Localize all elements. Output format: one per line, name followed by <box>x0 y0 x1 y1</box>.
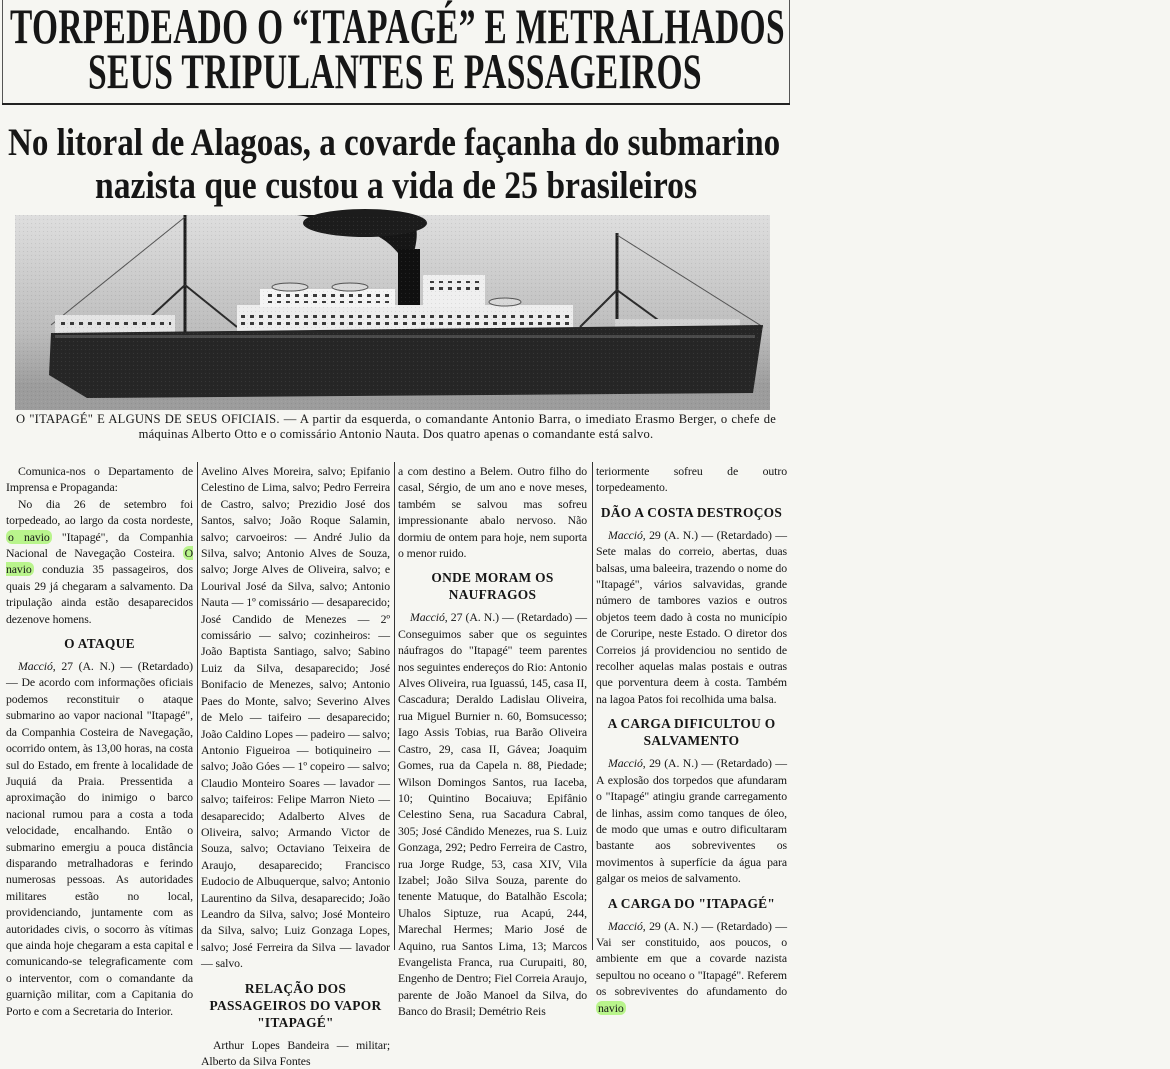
photo-grain <box>15 215 770 410</box>
column-4 <box>596 463 787 1015</box>
section-heading: DÃO A COSTA DESTROÇOS <box>600 504 783 520</box>
dateline-place: Macció <box>608 918 643 933</box>
subheadline-line-1: No litoral de Alagoas, a covarde façanha do submarino <box>8 121 781 164</box>
dateline-place: Macció <box>410 610 445 625</box>
section-heading: RELAÇÃO DOS PASSAGEIROS DO VAPOR "ITAPAGÉ" <box>209 980 382 1030</box>
column-rule <box>592 462 593 950</box>
paragraph <box>398 463 587 561</box>
paragraph <box>596 463 787 496</box>
section-heading: ONDE MORAM OS NAUFRAGOS <box>431 570 554 603</box>
text-run: , 29 (A. N.) — (Retardado) — Vai ser constituido, aos poucos, o ambiente em que a covarde nazista sepultou no oceano o "Itapagé". Referem os sobreviventes do afundamento do <box>596 918 787 999</box>
highlighted-text: navio <box>598 1000 624 1015</box>
section-heading: A CARGA DO "ITAPAGÉ" <box>607 895 776 911</box>
column-2 <box>201 463 390 1068</box>
paragraph <box>6 658 193 1019</box>
text-run: Arthur Lopes Bandeira — militar; Alberto da Silva Fontes <box>201 1037 390 1068</box>
subheadline-line-2: nazista que custou a vida de 25 brasileiros <box>95 164 698 207</box>
text-run: teriormente sofreu de outro torpedeamento. <box>596 464 787 495</box>
paragraph <box>596 918 787 1016</box>
text-run: , 29 (A. N.) — (Retardado) — A explosão dos torpedos que afundaram o "Itapagé" atingiu grande carregamento de linhas, assim como tanques de óleo, de modo que umas e outro dificultaram bastante aos sobreviventes os movimentos à superfície da água para galgar os meios de salvamento. <box>596 756 787 886</box>
text-run: conduzia 35 passageiros, dos quais 29 já chegaram a salvamento. Da tripulação ainda estão desaparecidos dezenove homens. <box>6 562 193 626</box>
paragraph <box>6 463 193 496</box>
dateline-place: Macció <box>18 659 53 674</box>
column-rule <box>394 462 395 950</box>
headline-line-1: TORPEDEADO O “ITAPAGÉ” E METRALHADOS <box>10 0 785 54</box>
headline-line-2: SEUS TRIPULANTES E PASSAGEIROS <box>88 43 702 99</box>
paragraph <box>398 609 587 1019</box>
highlighted-text: o navio <box>8 529 50 544</box>
column-3 <box>398 463 587 1019</box>
section-heading: A CARGA DIFICULTOU O SALVAMENTO <box>607 716 776 749</box>
paragraph <box>6 496 193 627</box>
text-run: Comunica-nos o Departamento de Imprensa e Propaganda: <box>6 464 193 495</box>
page-border-left <box>2 0 3 105</box>
text-run: "Itapagé", da Companhia Nacional de Navegação Costeira. <box>6 529 193 561</box>
page-border-right <box>789 0 790 105</box>
section-heading: O ATAQUE <box>64 636 135 652</box>
text-run: No dia 26 de setembro foi torpedeado, ao largo da costa nordeste, <box>6 496 193 528</box>
paragraph <box>201 463 390 972</box>
highlighted-text: O navio <box>6 546 193 577</box>
text-run: , 27 (A. N.) — (Retardado) — De acordo com informações oficiais podemos reconstituir o ataque submarino ao vapor nacional "Itapagé", da Companhia Costeira de Navegação, ocorrido ontem, às 13,00 horas, na costa sul do Estado, em frente à localidade de Juquiá da Praia. Pressentida a aproximação do inimigo o barco nacional rumou para a costa a toda velocidade, encalhando. Então o submarino emergiu a pouca distância disparando metralhadoras e ferindo numerosas pessoas. As autoridades militares estão no local, providenciando, juntamente com as autoridades civis, o socorro às vítimas que ainda hoje chegaram a esta capital e comunicando-se telegraficamente com o interventor, com o comandante da guarnição militar, com a Capitania do Porto e com a Secretaria do Interior. <box>6 659 193 1018</box>
text-run: Avelino Alves Moreira, salvo; Epifanio Celestino de Lima, salvo; Pedro Ferreira de Castro, salvo; Prezidio José dos Santos, salvo; João Roque Salamin, salvo; carvoeiros: — André Julio da Silva, salvo; Antonio Alves de Souza, salvo; Jorge Alves de Oliveira, salvo; e Lourival José da Silva, salvo; Antonio Nauta — 1º comissário — desaparecido; José Candido de Menezes — 2º comissário — salvo; cozinheiros: — João Baptista Santiago, salvo; Sabino Luiz da Silva, desaparecido; José Bonifacio de Menezes, salvo; Antonio Paes do Monte, salvo; Severino Alves de Melo — taifeiro — desaparecido; João Caldino Lopes — padeiro — salvo; Antonio Figueiroa — botiquineiro — salvo; João Góes — 1º copeiro — salvo; Claudio Monteiro Soares — lavador — salvo; taifeiros: Felipe Marron Nieto — desaparecido; Adalberto Alves de Oliveira, salvo; Armando Victor de Souza, salvo; Octaviano Teixeira de Araujo, desaparecido; Francisco Eudocio de Albuquerque, salvo; Antonio Laurentino da Silva, desaparecido; João Leandro da Silva, salvo; José Monteiro da Silva, salvo; Luiz Gonzaga Lopes, salvo; José Ferreira da Silva — lavador — salvo. <box>201 464 390 971</box>
paragraph <box>201 1037 390 1069</box>
paragraph <box>596 527 787 707</box>
headline-rule <box>2 103 790 105</box>
dateline-place: Macció <box>608 756 643 771</box>
ship-photo <box>15 215 770 410</box>
text-run: , 29 (A. N.) — (Retardado) — Sete malas do correio, abertas, duas balsas, uma baleeira, trazendo o nome do "Itapagé", vários salvavidas, grande número de tambores vazios e outros objetos teem dado à costa no município de Coruripe, neste Estado. O diretor dos Correios já providenciou no sentido de recolher aquelas malas postais e outras que porventura deem à costa. Também na lagoa Patos foi recolhida uma balsa. <box>596 527 787 706</box>
column-rule <box>197 462 198 950</box>
text-run: a com destino a Belem. Outro filho do casal, Sérgio, de um ano e nove meses, também se salvou mas sofreu impressionante abalo nervoso. Não dormiu de ontem para hoje, nem suporta o menor ruido. <box>398 464 587 561</box>
paragraph <box>596 755 787 886</box>
column-1 <box>6 463 193 1018</box>
photo-caption: O "ITAPAGÉ" E ALGUNS DE SEUS OFICIAIS. — A partir da esquerda, o comandante Antonio Barra, o imediato Erasmo Berger, o chefe de máquinas Alberto Otto e o comissário Antonio Nauta. Dos quatro apenas o comandante está salvo. <box>16 412 776 441</box>
text-run: , 27 (A. N.) — (Retardado) — Conseguimos saber que os seguintes náufragos do "Itapagé" teem parentes nos seguintes endereços do Rio: Antonio Alves Oliveira, rua Iguassú, 145, casa II, Cascadura; Deraldo Ladislau Oliveira, rua Miguel Burnier n. 60, Bomsucesso; Iago Assis Tobias, rua Barão Oliveira Castro, 29, casa II, Gávea; Joaquim Gomes, rua da Capela n. 88, Piedade; Wilson Domingos Santos, rua Iaceba, 10; Quintino Bocaiuva; Epifânio Celestino Sena, rua Sacadura Cabral, 305; José Cândido Menezes, rua S. Luiz Gonzaga, 292; Pedro Ferreira de Castro, rua Jorge Rudge, 53, casa XIV, Vila Izabel; João Silva Souza, parente do tenente Matuque, do Batalhão Escola; Uhalos Siptuze, rua Acapú, 244, Marechal Hermes; Mario José de Aquino, rua Santos Lima, 13; Marcos Evangelista Franca, rua Curupaiti, 80, Engenho de Dentro; Fiel Correia Araujo, parente de João Manoel da Silva, do Banco do Brasil; Demétrio Reis <box>398 610 587 1019</box>
dateline-place: Macció <box>608 527 643 542</box>
